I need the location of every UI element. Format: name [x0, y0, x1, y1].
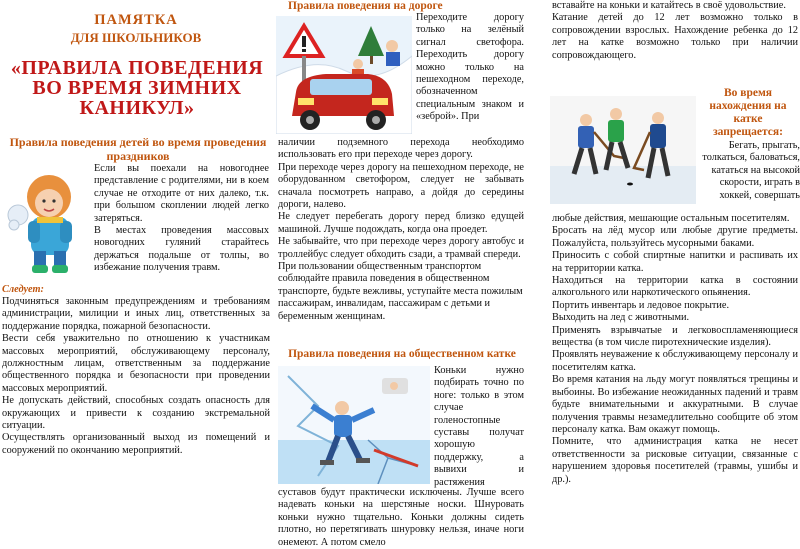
road-paragraph: Не следует перебегать дорогу перед близко едущей машиной. Лучше подождать, когда она проедет. [278, 211, 524, 235]
road-paragraph: При переходе через дорогу на пешеходном переходе, не оборудованном светофором, следует не забывать сначала посмотреть направо, а дойдя до середины дороги, налево. [278, 161, 524, 211]
road-side-paragraph: Переходите дорогу только на зелёный сигнал светофора. Переходить дорогу можно только на пешеходном переходе, обозначенном специальным знаком и «зеброй». При [416, 12, 524, 123]
follow-paragraph: Осуществлять организованный выход из помещений и сооружений по окончанию мероприятий. [2, 432, 270, 456]
road-text [278, 137, 524, 323]
follow-paragraph: Вести себя уважительно по отношению к участникам массовых мероприятий, обслуживающему персоналу, должностным лицам, ответственным за поддержание общественного порядка и безопасности при проведении массовых мероприятий. [2, 333, 270, 394]
forbidden-text [552, 213, 798, 486]
road-paragraph: Не забывайте, что при переходе через дорогу автобус и троллейбус следует обходить сзади, а трамвай спереди. [278, 236, 524, 260]
forbidden-side-text [696, 140, 800, 202]
rink-continued-text [552, 0, 798, 62]
road-paragraph: наличии подземного перехода необходимо использовать его при переходе через дорогу. [278, 137, 524, 161]
road-heading: Правила поведения на дороге [288, 0, 443, 12]
forbidden-paragraph: Помните, что администрация катка не несет ответственности за рисковые ситуации, связанные с нарушением здоровья посетителей (травмы, ушибы и др.). [552, 436, 798, 485]
forbidden-side-paragraph: Бегать, прыгать, толкаться, баловаться, кататься на высокой скорости, играть в хоккей, совершать [702, 140, 800, 201]
forbidden-paragraph: Бросать на лёд мусор или любые другие предметы. Пожалуйста, пользуйтесь мусорными баками. [552, 225, 798, 249]
rink-side-text [434, 365, 524, 489]
column-holidays [0, 0, 272, 549]
follow-paragraph: Не допускать действий, способных создать опасность для окружающих и привести к созданию экстремальной ситуации. [2, 395, 270, 432]
forbidden-paragraph: любые действия, мешающие остальным посетителям. [552, 213, 790, 224]
forbidden-paragraph: Во время катания на льду могут появляться трещины и выбоины. Во избежание неожиданных падений и травм будьте внимательными и аккуратными. В случае получения травмы незамедлительно сообщите об этом персоналу катка. Вам окажут помощь. [552, 374, 798, 435]
road-side-text [416, 12, 524, 124]
hockey-players-illustration [550, 96, 696, 204]
rink-text [278, 487, 524, 549]
holiday-heading: Правила поведения детей во время проведения праздников [9, 135, 267, 163]
main-title: «ПРАВИЛА ПОВЕДЕНИЯ ВО ВРЕМЯ ЗИМНИХ КАНИКУЛ» [10, 57, 264, 119]
holiday-paragraph: Если вы поехали на новогоднее представление с родителями, ни в коем случае не отходите от них далеко, т.к. при большом скоплении людей легко затеряться. [94, 163, 269, 224]
ice-fall-illustration [278, 366, 430, 484]
title-for-students: ДЛЯ ШКОЛЬНИКОВ [70, 30, 202, 45]
rink-continued-paragraph: Катание детей до 12 лет возможно только в сопровождении взрослых. Нахождение ребенка до 12 лет на катке возможно только при наличии сопровождающего. [552, 12, 798, 61]
forbidden-paragraph: Выходить на лед с животными. [552, 312, 690, 324]
holiday-paragraph: В местах проведения массовых новогодних гуляний старайтесь держаться подальше от толпы, во избежание получения травм. [94, 225, 269, 274]
road-illustration [276, 16, 412, 134]
follow-label: Следует: [2, 284, 44, 295]
title-pamyatka: ПАМЯТКА [94, 12, 178, 28]
column-road-rink [276, 0, 526, 549]
forbidden-paragraph: Применять взрывчатые и легковоспламеняющиеся вещества (в том числе пиротехнические изделия). [552, 324, 798, 349]
forbidden-heading: Во время нахождения на катке запрещается: [709, 87, 787, 138]
forbidden-paragraph: Приносить с собой спиртные напитки и распивать их на территории катка. [552, 250, 798, 274]
rink-side-paragraph: Коньки нужно подбирать точно по ноге: только в этом случае голеностопные суставы получат хорошую поддержку, а вывихи и растяжения [434, 365, 524, 488]
child-snowball-illustration [4, 165, 90, 275]
follow-paragraph: Подчиняться законным предупреждениям и требованиям администрации, милиции и иных лиц, ответственных за поддержание порядка, пожарной безопасности. [2, 296, 270, 332]
rink-paragraph: суставов будут практически исключены. Лучше всего надевать коньки на шерстяные носки. Шнуровать коньки нужно тщательно. Коньки должны сидеть плотно, но перетягивать шнуровку нельзя, иначе ноги онемеют. А потом смело [278, 487, 524, 548]
column-rink-rules [550, 0, 800, 549]
forbidden-paragraph: Находиться на территории катка в состоянии алкогольного или наркотического опьянения. [552, 275, 798, 299]
rink-continued-paragraph: вставайте на коньки и катайтесь в своё удовольствие. [552, 0, 786, 11]
rink-heading: Правила поведения на общественном катке [288, 348, 516, 360]
forbidden-paragraph: Проявлять неуважение к обслуживающему персоналу и посетителям катка. [552, 349, 798, 373]
road-paragraph: При пользовании общественным транспортом соблюдайте правила поведения в общественном транспорте, будьте вежливы, уступайте места пожилым пассажирам, инвалидам, пассажирам с детьми и беременным женщинам. [278, 261, 523, 322]
forbidden-paragraph: Портить инвентарь и ледовое покрытие. [552, 299, 730, 311]
follow-text [2, 296, 270, 457]
holiday-text [94, 163, 269, 275]
